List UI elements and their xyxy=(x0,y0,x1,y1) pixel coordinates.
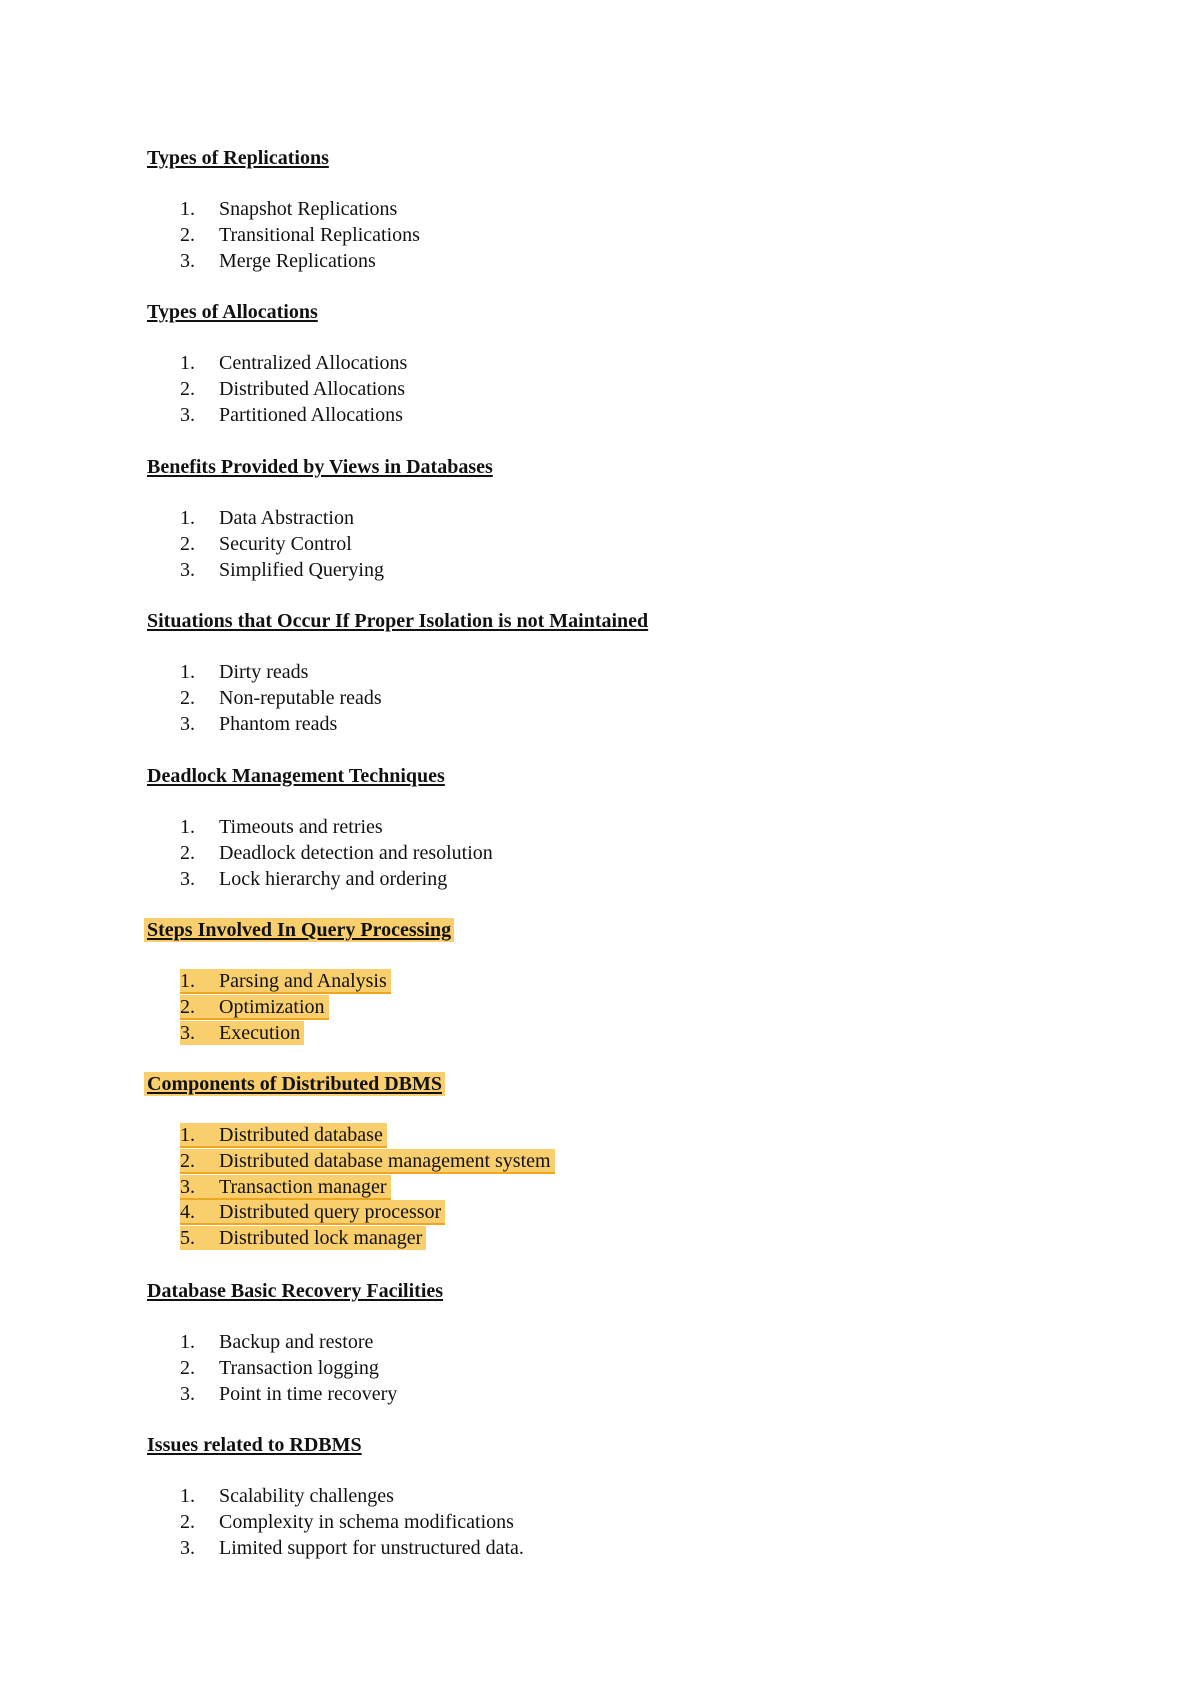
list-number: 1. xyxy=(180,198,195,220)
list-number: 2. xyxy=(180,1356,195,1379)
list-text: Non-reputable reads xyxy=(219,686,382,709)
numbered-list xyxy=(147,197,1047,274)
list-item xyxy=(147,1200,1047,1226)
list-text: Security Control xyxy=(219,532,352,555)
list-item xyxy=(147,223,1047,249)
list-item xyxy=(147,969,1047,995)
list-number: 1. xyxy=(180,661,195,683)
list-number: 1. xyxy=(180,1124,195,1146)
section-types-of-allocations xyxy=(147,300,1047,428)
list-item xyxy=(147,660,1047,686)
list-text: Scalability challenges xyxy=(219,1485,394,1507)
numbered-list xyxy=(147,1123,1047,1252)
list-text: Backup and restore xyxy=(219,1331,374,1353)
list-text: Centralized Allocations xyxy=(219,352,408,374)
section-heading: Benefits Provided by Views in Databases xyxy=(147,456,493,478)
list-text: Transitional Replications xyxy=(219,223,420,246)
list-number: 2. xyxy=(180,1510,195,1533)
list-text: Snapshot Replications xyxy=(219,198,398,220)
list-item xyxy=(147,249,1047,275)
numbered-list xyxy=(147,506,1047,583)
section-heading: Types of Allocations xyxy=(147,301,318,323)
list-item xyxy=(147,506,1047,532)
list-number: 2. xyxy=(180,841,195,864)
list-number: 3. xyxy=(180,867,195,890)
numbered-list xyxy=(147,660,1047,737)
list-text: Dirty reads xyxy=(219,661,309,683)
list-item xyxy=(147,1382,1047,1408)
numbered-list xyxy=(147,351,1047,428)
section-heading: Issues related to RDBMS xyxy=(147,1434,362,1456)
list-item xyxy=(147,532,1047,558)
list-number: 1. xyxy=(180,970,195,992)
list-number: 3. xyxy=(180,1536,195,1559)
section-recovery-facilities xyxy=(147,1279,1047,1407)
list-number: 3. xyxy=(180,1021,195,1044)
list-number: 3. xyxy=(180,558,195,581)
list-item xyxy=(147,1175,1047,1201)
list-item xyxy=(147,815,1047,841)
list-text: Partitioned Allocations xyxy=(219,403,403,426)
list-number: 2. xyxy=(180,995,195,1018)
list-number: 2. xyxy=(180,686,195,709)
list-text: Timeouts and retries xyxy=(219,816,383,838)
section-heading: Database Basic Recovery Facilities xyxy=(147,1280,444,1302)
list-number: 1. xyxy=(180,352,195,374)
list-text: Point in time recovery xyxy=(219,1382,398,1405)
section-heading: Types of Replications xyxy=(147,147,329,169)
list-number: 2. xyxy=(180,377,195,400)
list-number: 1. xyxy=(180,507,195,529)
numbered-list xyxy=(147,1484,1047,1561)
list-text: Distributed database xyxy=(219,1124,383,1146)
list-text: Execution xyxy=(219,1021,301,1044)
numbered-list xyxy=(147,815,1047,892)
list-text: Merge Replications xyxy=(219,249,376,272)
list-item xyxy=(147,1536,1047,1562)
list-text: Distributed database management system xyxy=(219,1149,551,1172)
list-text: Distributed Allocations xyxy=(219,377,406,400)
numbered-list xyxy=(147,969,1047,1046)
list-text: Lock hierarchy and ordering xyxy=(219,867,448,890)
numbered-list xyxy=(147,1330,1047,1407)
list-text: Simplified Querying xyxy=(219,558,384,581)
list-number: 3. xyxy=(180,403,195,426)
list-text: Distributed query processor xyxy=(219,1201,442,1224)
list-item xyxy=(147,377,1047,403)
list-item xyxy=(147,995,1047,1021)
list-number: 3. xyxy=(180,712,195,735)
list-number: 5. xyxy=(180,1227,195,1249)
list-item xyxy=(147,351,1047,377)
list-text: Phantom reads xyxy=(219,712,338,735)
list-item xyxy=(147,1149,1047,1175)
section-heading: Deadlock Management Techniques xyxy=(147,765,445,787)
list-number: 2. xyxy=(180,223,195,246)
list-item xyxy=(147,867,1047,893)
list-number: 3. xyxy=(180,1175,195,1198)
section-deadlock-management xyxy=(147,764,1047,892)
section-isolation-situations xyxy=(147,609,1047,737)
list-item xyxy=(147,712,1047,738)
list-item xyxy=(147,558,1047,584)
list-number: 2. xyxy=(180,532,195,555)
list-item xyxy=(147,1123,1047,1149)
list-item xyxy=(147,686,1047,712)
list-item xyxy=(147,1484,1047,1510)
section-heading-highlighted: Steps Involved In Query Processing xyxy=(144,918,454,942)
list-number: 3. xyxy=(180,1382,195,1405)
list-text: Deadlock detection and resolution xyxy=(219,841,493,864)
list-item xyxy=(147,1356,1047,1382)
section-distributed-dbms-components xyxy=(147,1072,1047,1252)
list-number: 2. xyxy=(180,1149,195,1172)
list-text: Transaction manager xyxy=(219,1175,387,1198)
list-number: 1. xyxy=(180,1331,195,1353)
list-text: Distributed lock manager xyxy=(219,1227,423,1249)
list-text: Optimization xyxy=(219,995,325,1018)
list-item xyxy=(147,841,1047,867)
list-number: 3. xyxy=(180,249,195,272)
list-text: Limited support for unstructured data. xyxy=(219,1536,524,1559)
section-types-of-replications xyxy=(147,146,1047,274)
list-text: Complexity in schema modifications xyxy=(219,1510,514,1533)
list-text: Parsing and Analysis xyxy=(219,970,387,992)
list-number: 4. xyxy=(180,1201,195,1224)
list-item xyxy=(147,1330,1047,1356)
list-number: 1. xyxy=(180,816,195,838)
list-item xyxy=(147,197,1047,223)
list-number: 1. xyxy=(180,1485,195,1507)
list-item xyxy=(147,403,1047,429)
list-text: Data Abstraction xyxy=(219,507,354,529)
list-text: Transaction logging xyxy=(219,1356,379,1379)
section-heading: Situations that Occur If Proper Isolation is not Maintained xyxy=(147,610,649,632)
list-item xyxy=(147,1510,1047,1536)
list-item xyxy=(147,1021,1047,1047)
section-rdbms-issues xyxy=(147,1433,1047,1561)
list-item xyxy=(147,1226,1047,1252)
section-benefits-of-views xyxy=(147,455,1047,583)
section-heading-highlighted: Components of Distributed DBMS xyxy=(144,1072,445,1096)
section-query-processing-steps xyxy=(147,918,1047,1046)
